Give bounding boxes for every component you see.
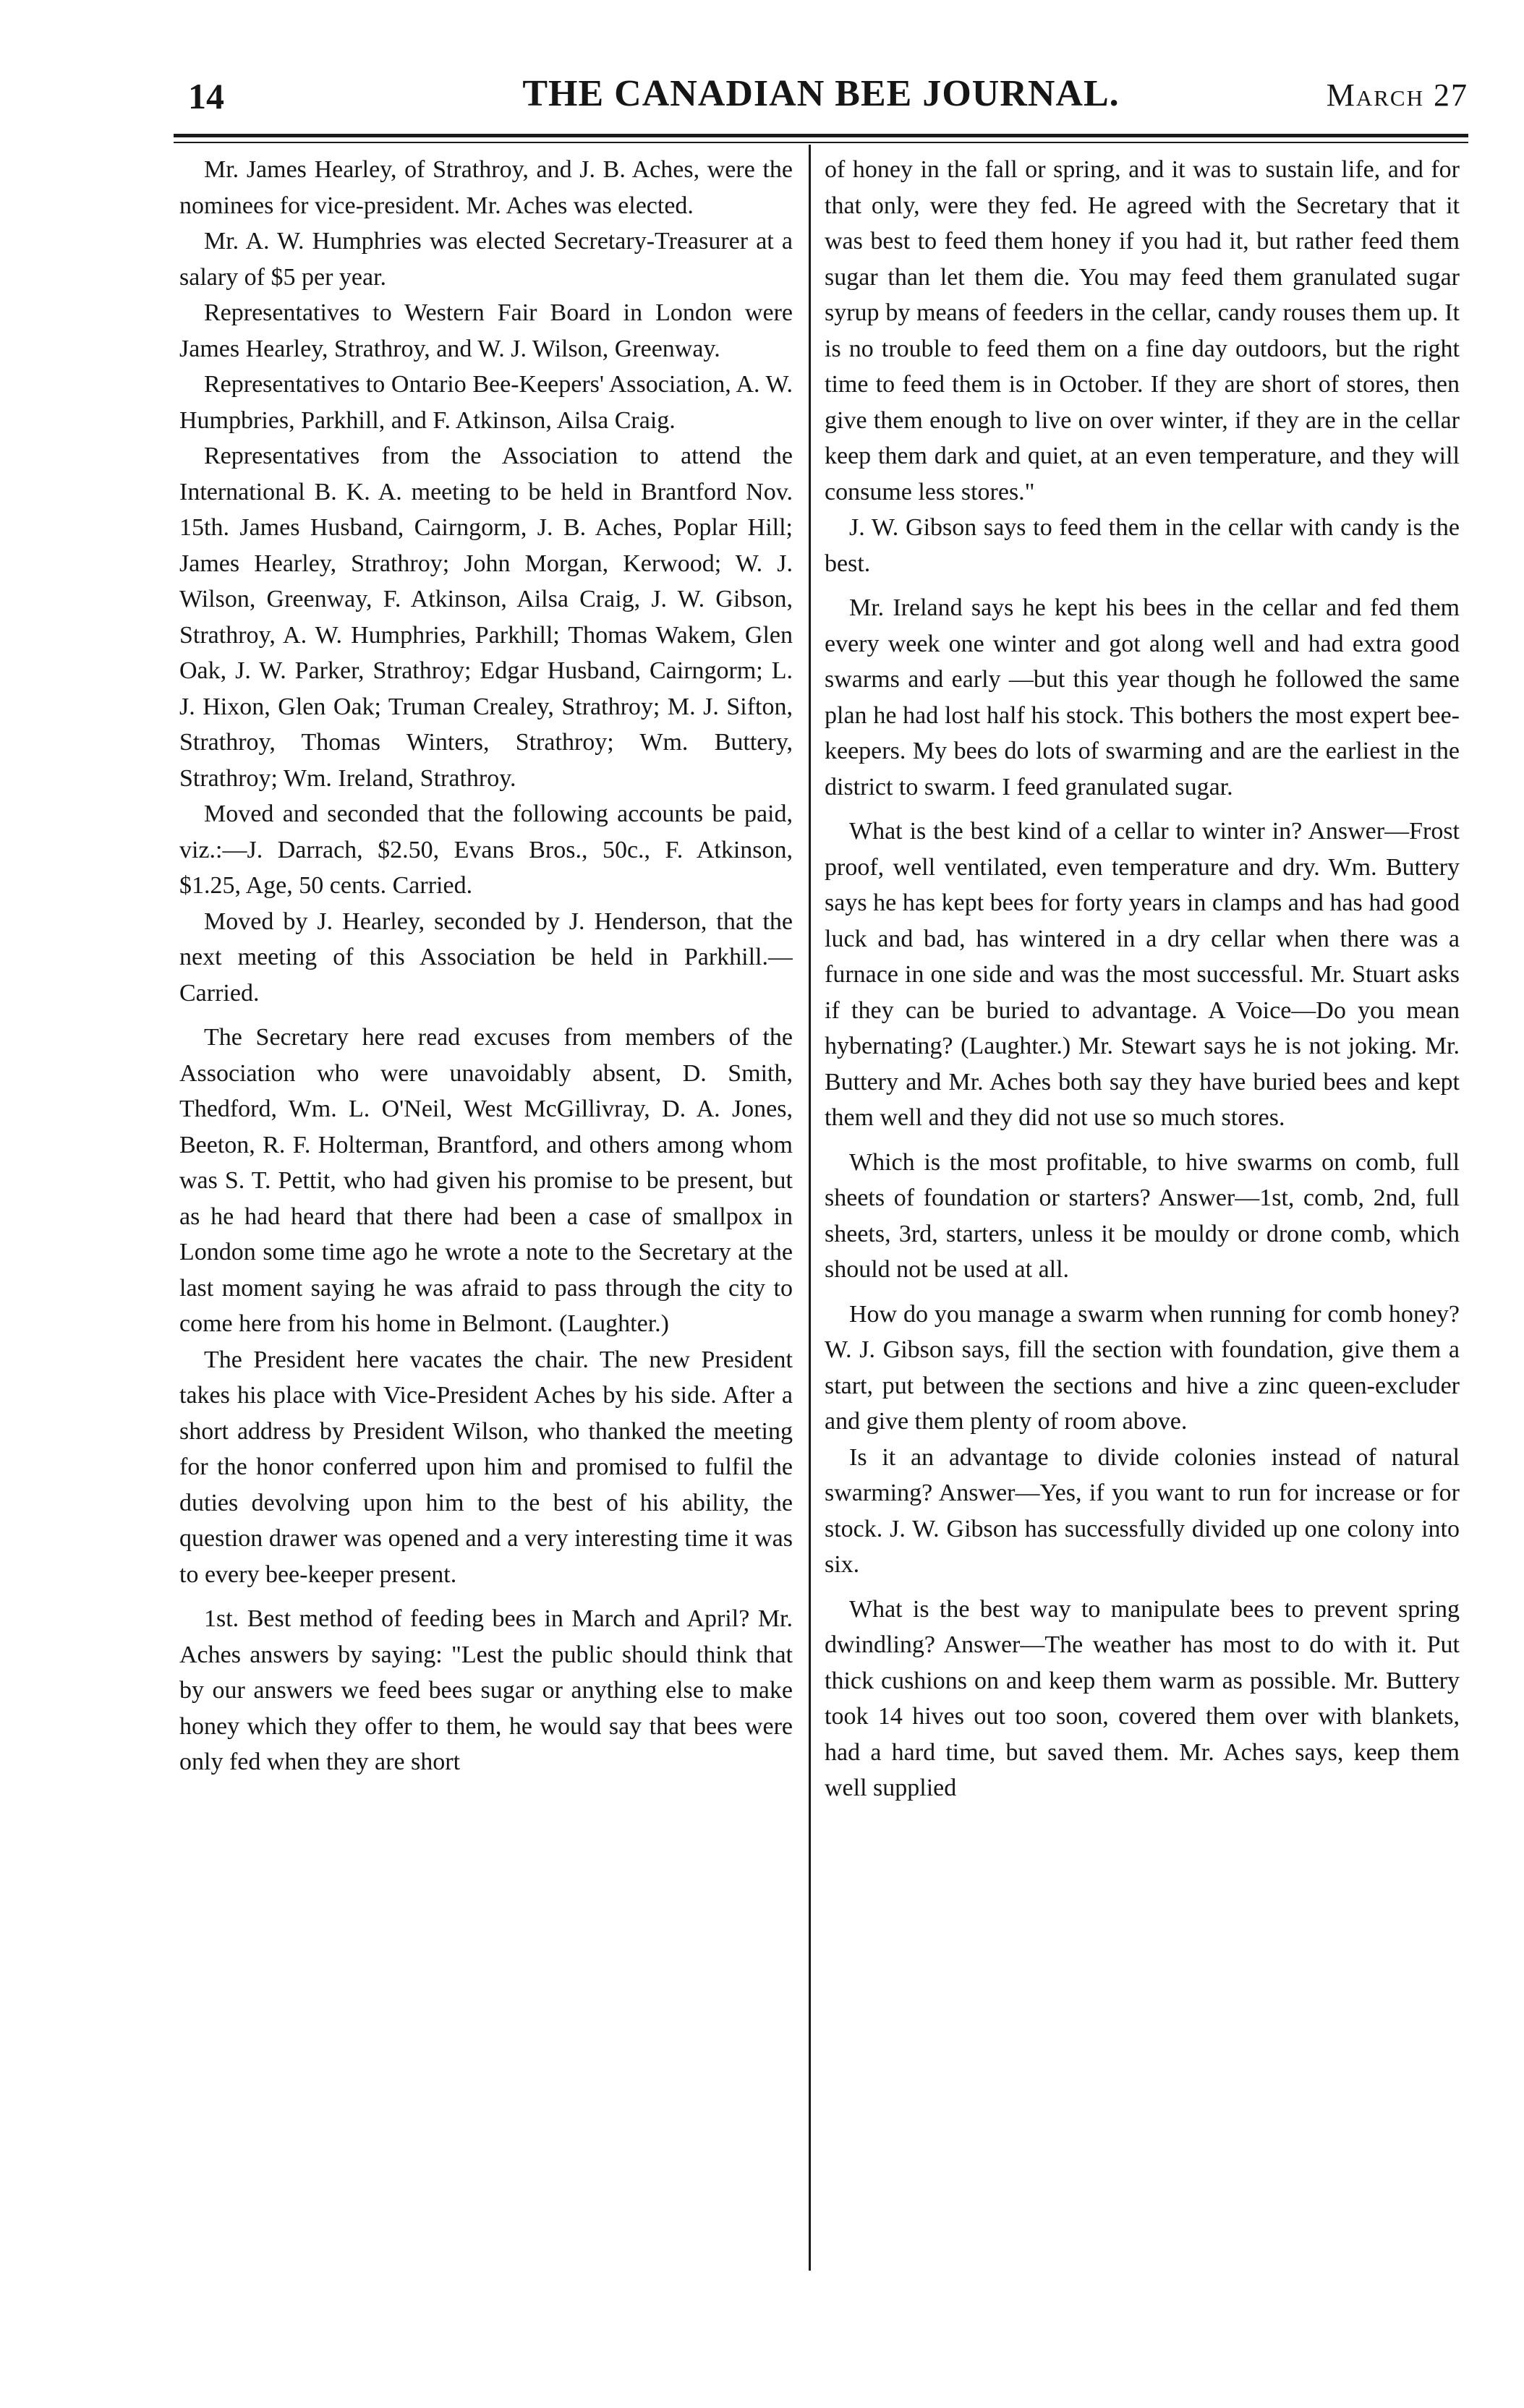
right-column <box>825 152 1460 2263</box>
paragraph-secretary-excuses: The Secretary here read excuses from members of the Association who were unavoidably absent, D. Smith, Thedford, Wm. L. O'Neil, West McGillivray, D. A. Jones, Beeton, R. F. Holterman, Brantford, and others among whom was S. T. Pettit, who had given his promise to be present, but as he had heard that there had been a case of smallpox in London some time ago he wrote a note to the Secretary at the last moment saying he was afraid to pass through the city to come here from his home in Belmont. (Laughter.) <box>179 1024 793 1337</box>
page-header <box>174 72 1468 130</box>
journal-title: THE CANADIAN BEE JOURNAL. <box>522 73 1120 114</box>
page-number: 14 <box>188 76 224 116</box>
paragraph-ireland-cellar: Mr. Ireland says he kept his bees in the cellar and fed them every week one winter and got along well and had extra good swarms and early —but this year though he followed the same plan he had lost half his stock. This bothers the most expert bee-keepers. My bees do lots of swarming and are the earliest in the district to swarm. I feed granulated sugar. <box>825 594 1460 800</box>
left-column <box>179 152 793 2263</box>
paragraph-accounts-motion: Moved and seconded that the following accounts be paid, viz.:—J. Darrach, $2.50, Evans Bros., 50c., F. Atkinson, $1.25, Age, 50 cents. Carried. <box>179 800 793 899</box>
paragraph-vice-president-election: Mr. James Hearley, of Strathroy, and J. B. Aches, were the nominees for vice-president. Mr. Aches was elected. <box>179 156 793 219</box>
header-rule-thin <box>174 142 1468 143</box>
paragraph-next-meeting-motion: Moved by J. Hearley, seconded by J. Henderson, that the next meeting of this Association be held in Parkhill.—Carried. <box>179 908 793 1007</box>
header-rule-thick <box>174 134 1468 137</box>
paragraph-comb-honey-question: How do you manage a swarm when running for comb honey? W. J. Gibson says, fill the section with foundation, give them a start, put between the sections and hive a zinc queen-excluder and give them plenty of room above. <box>825 1300 1460 1435</box>
issue-date: March 27 <box>1326 77 1468 113</box>
paragraph-divide-colonies-question: Is it an advantage to divide colonies instead of natural swarming? Answer—Yes, if you want to run for increase or for stock. J. W. Gibson has successfully divided up one colony into six. <box>825 1443 1460 1578</box>
paragraph-hive-swarms-question: Which is the most profitable, to hive swarms on comb, full sheets of foundation or starters? Answer—1st, comb, 2nd, full sheets, 3rd, starters, unless it be mouldy or drone comb, which should not be used at all. <box>825 1148 1460 1283</box>
paragraph-cellar-question: What is the best kind of a cellar to winter in? Answer—Frost proof, well ventilated, even temperature and dry. Wm. Buttery says he has kept bees for forty years in clamps and has had good luck and bad, has wintered in a dry cellar when there was a furnace in one side and was the most successful. Mr. Stuart asks if they can be buried to advantage. A Voice—Do you mean hybernating? (Laughter.) Mr. Stewart says he is not joking. Mr. Buttery and Mr. Aches both say they have buried bees and kept them well and they did not use so much stores. <box>825 818 1460 1131</box>
paragraph-feeding-answer-continued: of honey in the fall or spring, and it was to sustain life, and for that only, were they fed. He agreed with the Secretary that it was best to feed them honey if you had it, but rather feed them sugar than let them die. You may feed them granulated sugar syrup by means of feeders in the cellar, candy rouses them up. It is no trouble to feed them on a fine day outdoors, but the right time to feed them is in October. If they are short of stores, then give them enough to live on over winter, if they are in the cellar keep them dark and quiet, at an even temperature, and they will consume less stores." <box>825 156 1460 505</box>
paragraph-international-representatives: Representatives from the Association to attend the International B. K. A. meeting to be held in Brantford Nov. 15th. James Husband, Cairngorm, J. B. Aches, Poplar Hill; James Hearley, Strathroy; John Morgan, Kerwood; W. J. Wilson, Greenway, F. Atkinson, Ailsa Craig, J. W. Gibson, Strathroy, A. W. Humphries, Parkhill; Thomas Wakem, Glen Oak, J. W. Parker, Strathroy; Edgar Husband, Cairngorm; L. J. Hixon, Glen Oak; Truman Crealey, Strathroy; M. J. Sifton, Strathroy, Thomas Winters, Strathroy; Wm. Buttery, Strathroy; Wm. Ireland, Strathroy. <box>179 443 793 792</box>
paragraph-feeding-question: 1st. Best method of feeding bees in March and April? Mr. Aches answers by saying: "Lest the public should think that by our answers we feed bees sugar or anything else to make honey which they offer to them, he would say that bees were only fed when they are short <box>179 1605 793 1775</box>
paragraph-western-fair-representatives: Representatives to Western Fair Board in London were James Hearley, Strathroy, and W. J. Wilson, Greenway. <box>179 299 793 362</box>
column-divider <box>809 145 811 2271</box>
paragraph-president-vacates-chair: The President here vacates the chair. The new President takes his place with Vice-President Aches by his side. After a short address by President Wilson, who thanked the meeting for the honor conferred upon him and promised to fulfil the duties devolving upon him to the best of his ability, the question drawer was opened and a very interesting time it was to every bee-keeper present. <box>179 1346 793 1588</box>
paragraph-secretary-treasurer: Mr. A. W. Humphries was elected Secretary-Treasurer at a salary of $5 per year. <box>179 228 793 291</box>
paragraph-ontario-association-representatives: Representatives to Ontario Bee-Keepers' Association, A. W. Humpbries, Parkhill, and F. Atkinson, Ailsa Craig. <box>179 371 793 434</box>
paragraph-spring-dwindling-question: What is the best way to manipulate bees to prevent spring dwindling? Answer—The weather has most to do with it. Put thick cushions on and keep them warm as possible. Mr. Buttery took 14 hives out too soon, covered them over with blankets, had a hard time, but saved them. Mr. Aches says, keep them well supplied <box>825 1595 1460 1801</box>
paragraph-gibson-candy: J. W. Gibson says to feed them in the cellar with candy is the best. <box>825 514 1460 577</box>
